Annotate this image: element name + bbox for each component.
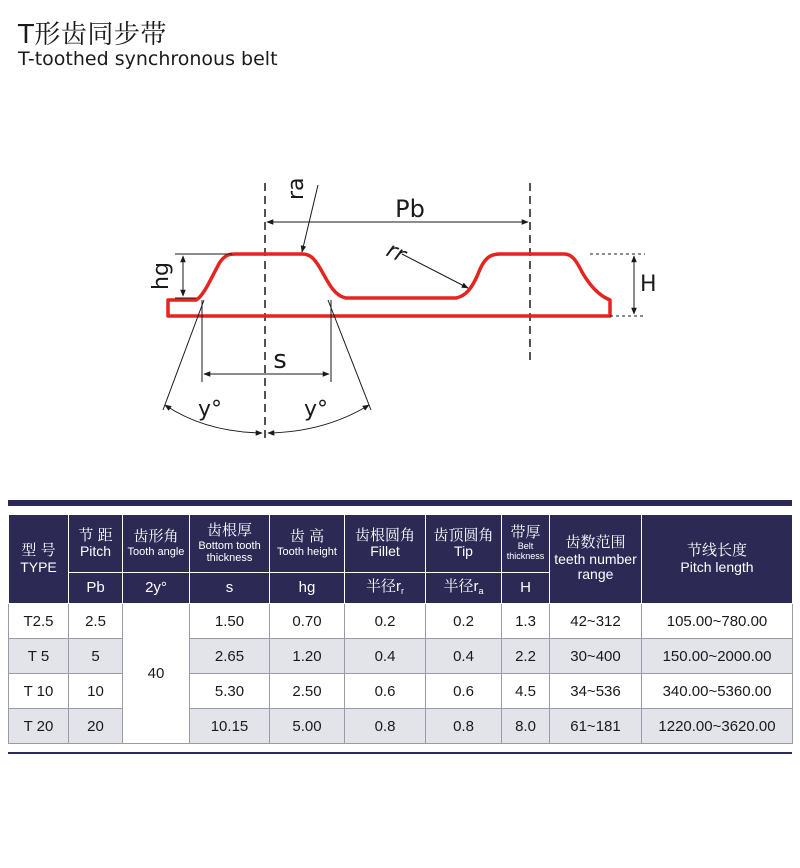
symbol-s: s	[190, 573, 270, 604]
cell-hg: 0.70	[270, 604, 345, 639]
symbol-pb: Pb	[69, 573, 123, 604]
cell-h: 2.2	[502, 639, 550, 674]
cell-rr: 0.8	[345, 709, 426, 744]
header-tip: 齿顶圆角 Tip	[426, 515, 502, 573]
pb-label: Pb	[395, 195, 425, 223]
header-pitch: 节 距 Pitch	[69, 515, 123, 573]
hg-label: hg	[149, 262, 174, 290]
header-bottom-thickness: 齿根厚 Bottom tooth thickness	[190, 515, 270, 573]
cell-teeth: 34~536	[550, 674, 642, 709]
cell-type: T 5	[9, 639, 69, 674]
cell-teeth: 61~181	[550, 709, 642, 744]
symbol-2y: 2y°	[123, 573, 190, 604]
cell-rr: 0.4	[345, 639, 426, 674]
cell-rr: 0.2	[345, 604, 426, 639]
angle-label-left: y°	[197, 397, 223, 422]
cell-length: 1220.00~3620.00	[642, 709, 793, 744]
cell-s: 10.15	[190, 709, 270, 744]
cell-hg: 2.50	[270, 674, 345, 709]
header-fillet: 齿根圆角 Fillet	[345, 515, 426, 573]
cell-ra: 0.6	[426, 674, 502, 709]
cell-teeth: 42~312	[550, 604, 642, 639]
cell-s: 5.30	[190, 674, 270, 709]
cell-pitch: 20	[69, 709, 123, 744]
rr-label: rr	[382, 237, 410, 269]
s-label: s	[273, 345, 287, 375]
spec-table	[8, 514, 793, 744]
page-title-en: T-toothed synchronous belt	[18, 48, 278, 70]
angle-label-right: y°	[303, 397, 329, 422]
header-tooth-height: 齿 高 Tooth height	[270, 515, 345, 573]
symbol-hg: hg	[270, 573, 345, 604]
symbol-ra: 半径$r_a$	[426, 573, 502, 604]
table-top-rule	[8, 500, 792, 506]
header-type: 型 号 TYPE	[9, 515, 69, 604]
cell-h: 4.5	[502, 674, 550, 709]
cell-teeth: 30~400	[550, 639, 642, 674]
cell-pitch: 5	[69, 639, 123, 674]
table-bottom-rule	[8, 752, 792, 754]
cell-pitch: 10	[69, 674, 123, 709]
header-teeth-range: 齿数范围 teeth number range	[550, 515, 642, 604]
cell-length: 105.00~780.00	[642, 604, 793, 639]
cell-rr: 0.6	[345, 674, 426, 709]
cell-length: 150.00~2000.00	[642, 639, 793, 674]
cell-tooth-angle: 40	[123, 604, 190, 744]
cell-ra: 0.8	[426, 709, 502, 744]
cell-ra: 0.2	[426, 604, 502, 639]
cell-pitch: 2.5	[69, 604, 123, 639]
header-pitch-length: 节线长度 Pitch length	[642, 515, 793, 604]
h-label: H	[640, 272, 657, 297]
symbol-h: H	[502, 573, 550, 604]
cell-type: T 20	[9, 709, 69, 744]
cell-type: T 10	[9, 674, 69, 709]
page-title-cn: T形齿同步带	[18, 20, 167, 50]
header-belt-thickness: 带厚 Belt thickness	[502, 515, 550, 573]
cell-s: 1.50	[190, 604, 270, 639]
header-tooth-angle: 齿形角 Tooth angle	[123, 515, 190, 573]
rr-leader	[402, 254, 468, 288]
cell-length: 340.00~5360.00	[642, 674, 793, 709]
symbol-rr: 半径$r_r$	[345, 573, 426, 604]
cell-ra: 0.4	[426, 639, 502, 674]
cell-h: 1.3	[502, 604, 550, 639]
cell-type: T2.5	[9, 604, 69, 639]
cell-hg: 1.20	[270, 639, 345, 674]
belt-profile-diagram	[0, 150, 800, 450]
cell-s: 2.65	[190, 639, 270, 674]
cell-hg: 5.00	[270, 709, 345, 744]
ra-label: ra	[284, 177, 309, 200]
table-row	[9, 604, 793, 639]
cell-h: 8.0	[502, 709, 550, 744]
